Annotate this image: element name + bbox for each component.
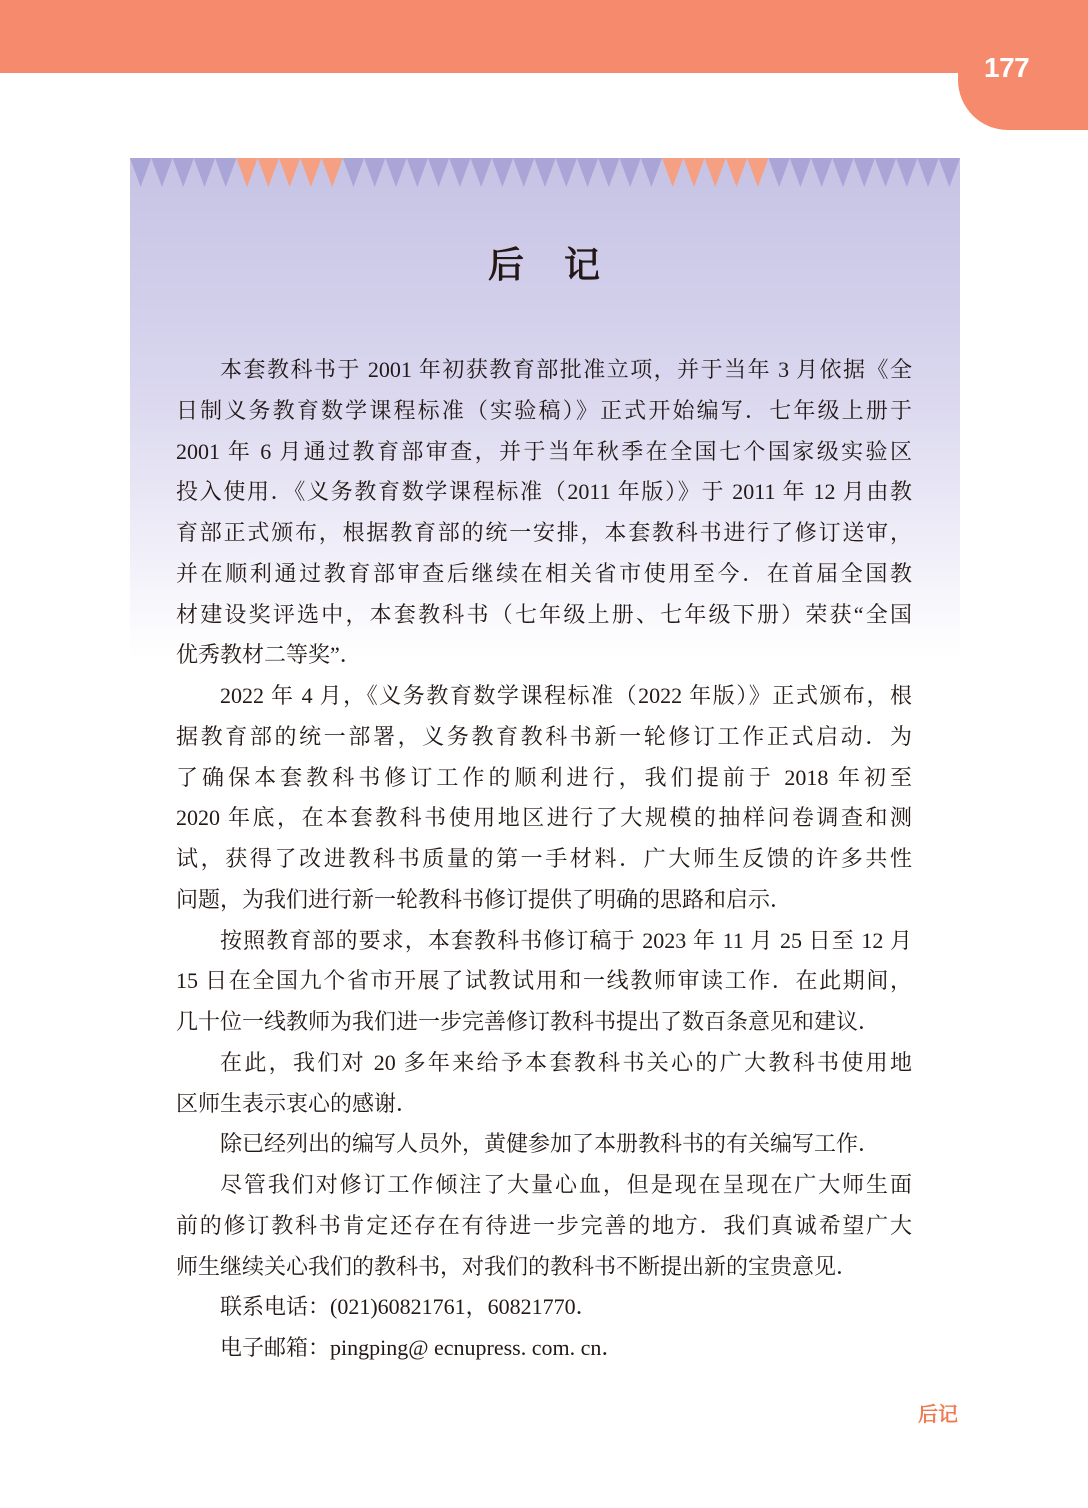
bunting-triangle [343,158,364,187]
bunting-triangle [577,158,598,187]
bunting-triangle [747,158,768,187]
paragraph-line: 日制义务教育数学课程标准（实验稿）》正式开始编写．七年级上册于 [176,397,912,423]
bunting-triangle [364,158,385,187]
bunting-triangle [619,158,640,187]
paragraph-line: 电子邮箱：pingping@ ecnupress. com. cn． [220,1335,624,1360]
paragraph [176,1165,912,1287]
bunting-triangle [790,158,811,187]
paragraph-line: 优秀教材二等奖”． [176,642,362,668]
header-band [0,0,1088,73]
page-number-tab [958,0,1088,130]
paragraph-line: 问题，为我们进行新一轮教科书修订提供了明确的思路和启示． [176,886,793,912]
bunting-triangle [683,158,704,187]
paragraph-line: 15 日在全国九个省市开展了试教试用和一线教师审读工作．在此期间， [176,968,912,994]
bunting-triangle [726,158,747,187]
paragraph-line: 了确保本套教科书修订工作的顺利进行，我们提前于 2018 年初至 [176,764,912,790]
bunting-triangle [768,158,789,187]
bunting-triangle [641,158,662,187]
paragraph-line: 前的修订教科书肯定还存在有待进一步完善的地方．我们真诚希望广大 [176,1212,912,1238]
bunting-triangle [875,158,896,187]
paragraph [176,1043,912,1125]
bunting-triangle [279,158,300,187]
bunting-triangle [173,158,194,187]
bunting-triangle [300,158,321,187]
bunting-triangle [896,158,917,187]
paragraph-line: 试，获得了改进教科书质量的第一手材料．广大师生反馈的许多共性 [176,846,912,871]
paragraph-line: 材建设奖评选中，本套教科书（七年级上册、七年级下册）荣获“全国 [176,601,912,627]
bunting-triangle [513,158,534,187]
paragraph-line: 除已经列出的编写人员外，黄健参加了本册教科书的有关编写工作． [220,1131,881,1157]
bunting-triangle [705,158,726,187]
paragraph [176,921,912,1043]
bunting-triangle [662,158,683,187]
paragraph-line: 2022 年 4 月，《义务教育数学课程标准（2022 年版）》正式颁布，根 [220,683,912,708]
bunting-triangle [215,158,236,187]
section-label: 后记 [918,1404,958,1426]
bunting-triangle [236,158,257,187]
bunting-triangle [428,158,449,187]
paragraph [176,1124,912,1165]
paragraph-line: 尽管我们对修订工作倾注了大量心血，但是现在呈现在广大师生面 [220,1172,912,1197]
body-text [176,350,912,1369]
paragraph-line: 据教育部的统一部署，义务教育教科书新一轮修订工作正式启动．为 [176,723,912,749]
bunting-triangle [449,158,470,187]
bunting-triangle [130,158,151,187]
bunting-triangle [194,158,215,187]
bunting-triangle [407,158,428,187]
bunting-triangle [258,158,279,187]
paragraph-line: 投入使用．《义务教育数学课程标准（2011 年版）》于 2011 年 12 月由教 [176,479,912,505]
bunting-triangle [492,158,513,187]
bunting-triangle [598,158,619,187]
page-number: 177 [984,52,1030,83]
paragraph-line: 并在顺利通过教育部审查后继续在相关省市使用至今．在首届全国教 [176,560,912,586]
paragraph-line: 按照教育部的要求，本套教科书修订稿于 2023 年 11 月 25 日至 12 月 [220,927,912,953]
bunting-decoration [130,158,960,187]
page-title: 后记 [487,244,640,285]
paragraph-line: 联系电话：(021)60821761，60821770． [220,1294,598,1320]
paragraph-line: 2020 年底，在本套教科书使用地区进行了大规模的抽样问卷调查和测 [176,805,912,831]
bunting-triangle [939,158,960,187]
bunting-triangle [556,158,577,187]
paragraph-line: 几十位一线教师为我们进一步完善修订教科书提出了数百条意见和建议． [176,1009,881,1034]
contact-phone [176,1287,912,1328]
bunting-triangle [322,158,343,187]
paragraph [176,676,912,921]
bunting-triangle [534,158,555,187]
paragraph-line: 师生继续关心我们的教科书，对我们的教科书不断提出新的宝贵意见． [176,1253,859,1279]
paragraph-line: 区师生表示衷心的感谢． [176,1090,419,1116]
paragraph-line: 在此，我们对 20 多年来给予本套教科书关心的广大教科书使用地 [220,1049,912,1075]
bunting-triangle [811,158,832,187]
paragraph-line: 育部正式颁布，根据教育部的统一安排，本套教科书进行了修订送审， [176,520,912,545]
bunting-triangle [832,158,853,187]
bunting-triangle [471,158,492,187]
bunting-triangle [917,158,938,187]
paragraph-line: 2001 年 6 月通过教育部审查，并于当年秋季在全国七个国家级实验区 [176,438,912,464]
paragraph-line: 本套教科书于 2001 年初获教育部批准立项，并于当年 3 月依据《全 [220,357,912,382]
bunting-triangle [151,158,172,187]
bunting-triangle [385,158,406,187]
contact-email [176,1328,912,1369]
bunting-triangle [854,158,875,187]
paragraph [176,350,912,676]
